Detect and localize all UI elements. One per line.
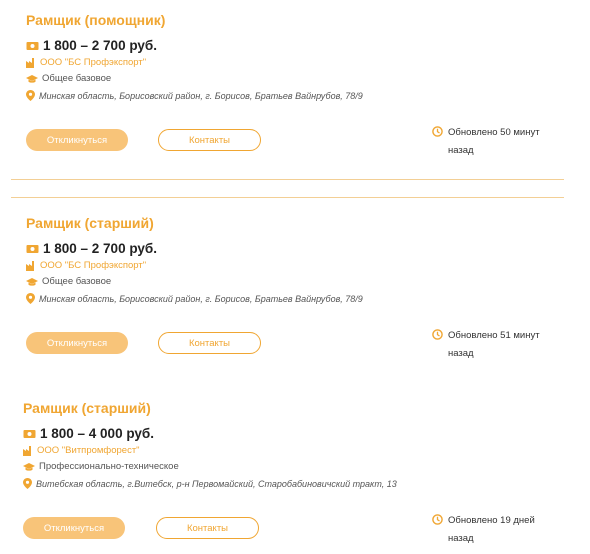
factory-icon xyxy=(23,446,33,456)
salary-text: 1 800 – 2 700 руб. xyxy=(43,38,157,53)
vacancy-title[interactable]: Рамщик (помощник) xyxy=(26,12,166,28)
address-row xyxy=(26,90,363,101)
education-text: Общее базовое xyxy=(42,276,112,287)
clock-icon xyxy=(432,514,443,525)
address-row xyxy=(23,478,397,489)
company-link[interactable]: ООО "БС Профэкспорт" xyxy=(40,57,147,68)
updated-text xyxy=(448,512,556,548)
vacancy-card xyxy=(0,203,590,359)
address-row xyxy=(26,293,363,304)
factory-icon xyxy=(26,58,36,68)
address-text: Витебская область, г.Витебск, р-н Первомайский, Старобабиновичский тракт, 13 xyxy=(36,478,397,489)
contacts-button[interactable]: Контакты xyxy=(158,129,261,151)
divider xyxy=(11,179,564,180)
education-text: Профессионально-техническое xyxy=(39,461,179,472)
money-icon xyxy=(26,41,39,51)
contacts-button[interactable]: Контакты xyxy=(156,517,259,539)
education-row xyxy=(23,461,179,472)
vacancy-card xyxy=(0,0,590,156)
updated-line: назад xyxy=(448,145,474,156)
updated-info xyxy=(432,327,556,363)
factory-icon xyxy=(26,261,36,271)
updated-info xyxy=(432,512,556,548)
money-icon xyxy=(26,244,39,254)
updated-text xyxy=(448,124,556,160)
salary-text: 1 800 – 4 000 руб. xyxy=(40,426,154,441)
contacts-button[interactable]: Контакты xyxy=(158,332,261,354)
salary-row xyxy=(26,38,157,53)
respond-button[interactable]: Откликнуться xyxy=(26,129,128,151)
map-pin-icon xyxy=(23,478,32,489)
vacancy-title[interactable]: Рамщик (старший) xyxy=(26,215,154,231)
education-row xyxy=(26,73,111,84)
salary-text: 1 800 – 2 700 руб. xyxy=(43,241,157,256)
vacancy-card xyxy=(0,388,590,544)
money-icon xyxy=(23,429,36,439)
updated-line: Обновлено 19 дней xyxy=(448,515,535,526)
map-pin-icon xyxy=(26,90,35,101)
education-row xyxy=(26,276,111,287)
clock-icon xyxy=(432,329,443,340)
vacancy-title[interactable]: Рамщик (старший) xyxy=(23,400,151,416)
updated-line: назад xyxy=(448,533,474,544)
divider xyxy=(11,197,564,198)
company-link[interactable]: ООО "БС Профэкспорт" xyxy=(40,260,147,271)
updated-text xyxy=(448,327,556,363)
salary-row xyxy=(26,241,157,256)
company-row xyxy=(23,445,140,456)
updated-line: назад xyxy=(448,348,474,359)
clock-icon xyxy=(432,126,443,137)
address-text: Минская область, Борисовский район, г. Борисов, Братьев Вайнрубов, 78/9 xyxy=(39,90,363,101)
company-link[interactable]: ООО "Витпромфорест" xyxy=(37,445,140,456)
graduation-cap-icon xyxy=(26,74,38,84)
map-pin-icon xyxy=(26,293,35,304)
address-text: Минская область, Борисовский район, г. Борисов, Братьев Вайнрубов, 78/9 xyxy=(39,293,363,304)
updated-line: Обновлено 50 минут xyxy=(448,127,540,138)
updated-info xyxy=(432,124,556,160)
graduation-cap-icon xyxy=(23,462,35,472)
company-row xyxy=(26,57,146,68)
education-text: Общее базовое xyxy=(42,73,112,84)
salary-row xyxy=(23,426,154,441)
respond-button[interactable]: Откликнуться xyxy=(23,517,125,539)
company-row xyxy=(26,260,146,271)
updated-line: Обновлено 51 минут xyxy=(448,330,540,341)
respond-button[interactable]: Откликнуться xyxy=(26,332,128,354)
graduation-cap-icon xyxy=(26,277,38,287)
